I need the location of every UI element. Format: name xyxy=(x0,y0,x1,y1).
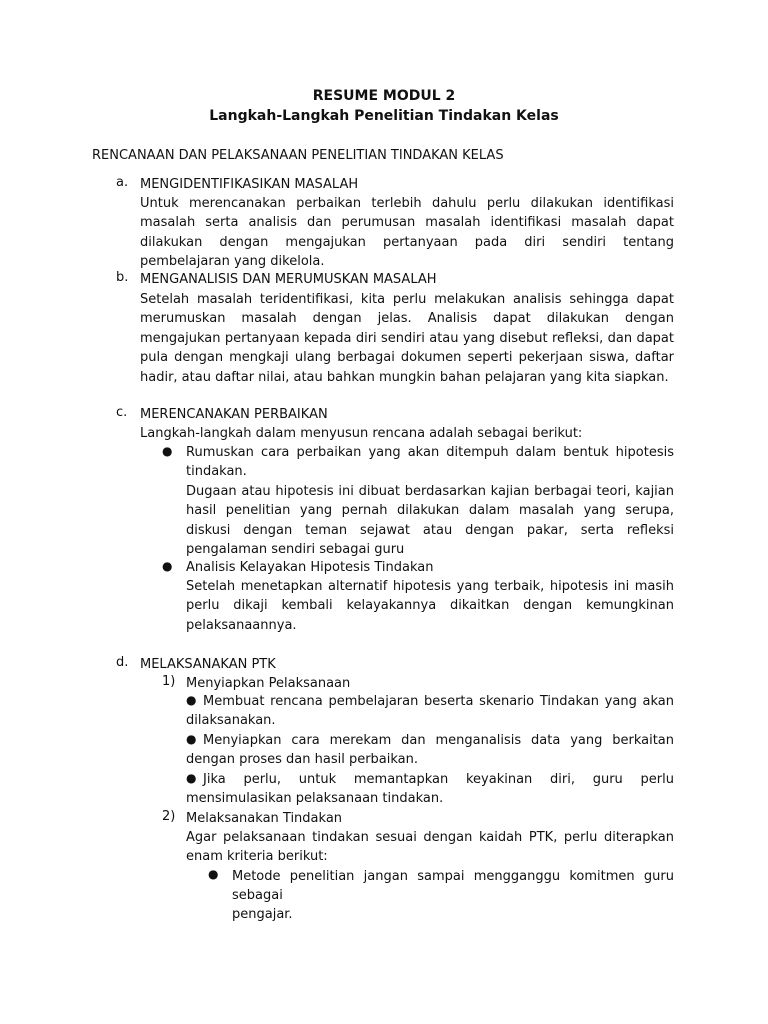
item-a-body: Untuk merencanakan perbaikan terlebih dahulu perlu dilakukan identifikasi masalah serta analisis dan perumusan masalah identifikasi masalah dapat dilakukan dengan mengajukan pertanyaan pada diri sendiri tentang pembelajaran yang dikelola. xyxy=(140,196,674,270)
subitem-2-bullet-1-line2: sebagai xyxy=(232,888,283,903)
item-c-intro: Langkah-langkah dalam menyusun rencana adalah sebagai berikut: xyxy=(140,426,583,441)
section-heading: RENCANAAN DAN PELAKSANAAN PENELITIAN TINDAKAN KELAS xyxy=(92,148,504,163)
document-subtitle: Langkah-Langkah Penelitian Tindakan Kelas xyxy=(209,108,559,124)
list-marker-d: d. xyxy=(116,655,129,670)
bullet-icon: ● xyxy=(186,732,197,746)
subitem-marker-2: 2) xyxy=(162,809,176,824)
item-b-heading: MENGANALISIS DAN MERUMUSKAN MASALAH xyxy=(140,272,437,287)
list-marker-c: c. xyxy=(116,405,128,420)
bullet-icon: ● xyxy=(162,559,173,573)
document-title: RESUME MODUL 2 xyxy=(312,88,456,104)
item-c-bullet-1: Rumuskan cara perbaikan yang akan ditempuh dalam bentuk hipotesis tindakan. xyxy=(186,445,674,480)
bullet-icon: ● xyxy=(186,771,197,785)
item-c-bullet-2: Analisis Kelayakan Hipotesis Tindakan xyxy=(186,560,434,575)
subitem-1-bullet-3: Jika perlu, untuk memantapkan keyakinan diri, guru perlu mensimulasikan pelaksanaan tindakan. xyxy=(186,772,674,807)
list-marker-b: b. xyxy=(116,270,129,285)
subitem-1-bullet-2: Menyiapkan cara merekam dan menganalisis data yang berkaitan dengan proses dan hasil perbaikan. xyxy=(186,733,674,768)
bullet-icon: ● xyxy=(162,444,173,458)
subitem-marker-1: 1) xyxy=(162,674,176,689)
item-c-bullet-1-detail: Dugaan atau hipotesis ini dibuat berdasarkan kajian berbagai teori, kajian hasil penelitian yang pernah dilakukan dalam masalah yang serupa, diskusi dengan teman sejawat atau dengan pakar, serta refleksi pengalaman sendiri sebagai guru xyxy=(186,484,674,558)
subitem-2-bullet-1-line3: pengajar. xyxy=(232,907,293,922)
subitem-2-bullet-1-line1: Metode penelitian jangan sampai mengganggu komitmen guru xyxy=(232,869,674,884)
list-marker-a: a. xyxy=(116,175,129,190)
item-c-heading: MERENCANAKAN PERBAIKAN xyxy=(140,407,328,422)
item-b-body: Setelah masalah teridentifikasi, kita perlu melakukan analisis sehingga dapat merumuskan masalah dengan jelas. Analisis dapat dilakukan dengan mengajukan pertanyaan kepada diri sendiri atau yang disebut refleksi, dan dapat pula dengan mengkaji ulang berbagai dokumen seperti pekerjaan siswa, daftar hadir, atau daftar nilai, atau bahkan mungkin bahan pelajaran yang kita siapkan. xyxy=(140,292,674,385)
item-c-bullet-2-detail: Setelah menetapkan alternatif hipotesis yang terbaik, hipotesis ini masih perlu dikaji kembali kelayakannya dikaitkan dengan kemungkinan pelaksanaannya. xyxy=(186,579,674,633)
subitem-2-intro: Agar pelaksanaan tindakan sesuai dengan kaidah PTK, perlu diterapkan enam kriteria berikut: xyxy=(186,830,674,865)
subitem-1-bullet-1: Membuat rencana pembelajaran beserta skenario Tindakan yang akan dilaksanakan. xyxy=(186,694,674,729)
subitem-1-heading: Menyiapkan Pelaksanaan xyxy=(186,676,351,691)
subitem-2-heading: Melaksanakan Tindakan xyxy=(186,811,343,826)
item-a-heading: MENGIDENTIFIKASIKAN MASALAH xyxy=(140,177,359,192)
item-d-heading: MELAKSANAKAN PTK xyxy=(140,657,276,672)
bullet-icon: ● xyxy=(186,693,197,707)
bullet-icon: ● xyxy=(208,867,219,881)
